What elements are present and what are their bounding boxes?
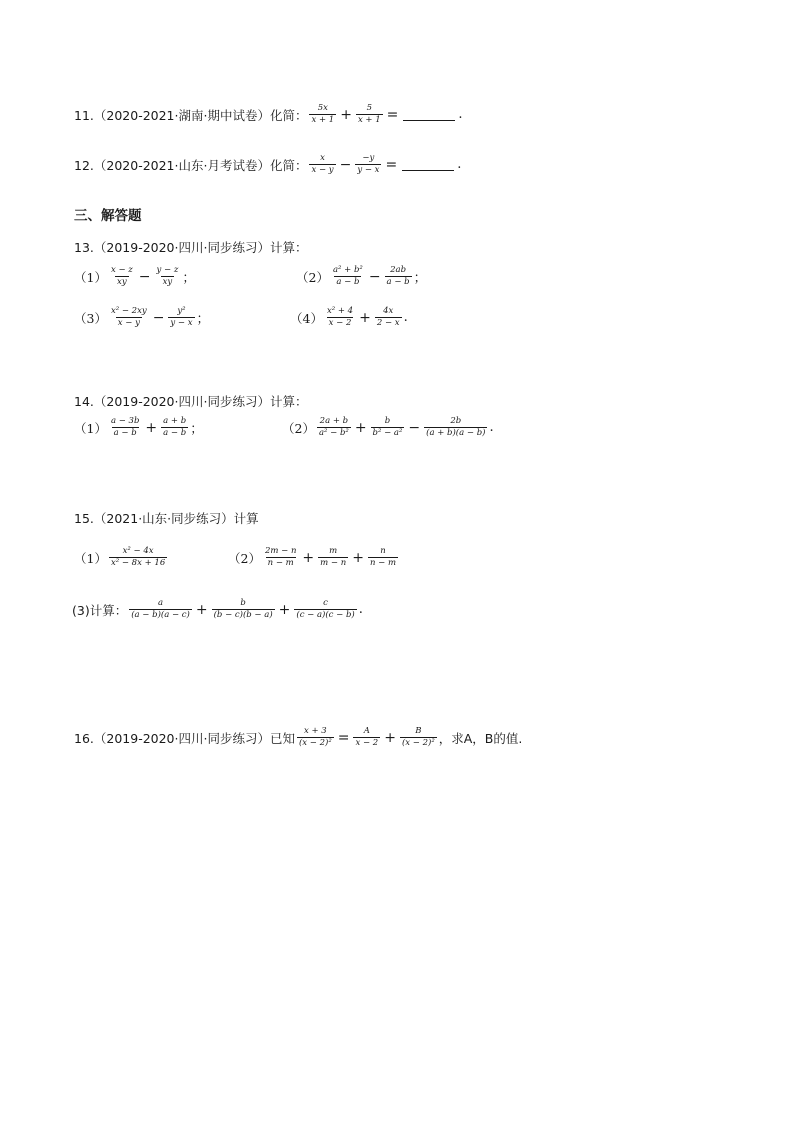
question-15-part-3: (3)计算： $\frac{a}{(a - b)(a - c)}$ + $\frac{b}{(b - c)(b - a)}$ + $\frac{c}{(c - a)(c - b)}$ . — [72, 598, 363, 621]
question-13-prefix: 13.（2019-2020·四川·同步练习）计算： — [74, 240, 308, 255]
equals-sign: = — [385, 156, 398, 173]
fraction: $\frac{x + 3}{\text{(x − 2)²}}$ — [298, 726, 332, 749]
fraction: $\frac{b}{\text{b² − a²}}$ — [372, 416, 403, 439]
question-12 — [74, 154, 461, 176]
question-16-suffix: ，求A，B的值. — [438, 730, 523, 746]
equals-sign: = — [386, 106, 399, 123]
fraction: $\frac{-y}{y - x}$ — [357, 153, 380, 176]
fraction: $\frac{\text{x² − 4x}}{\text{x² − 8x + 16}}$ — [110, 546, 166, 569]
fraction: $\frac{5}{x + 1}$ — [357, 103, 381, 126]
question-16-prefix: 16.（2019-2020·四川·同步练习）已知 — [74, 730, 295, 746]
fraction: $\frac{a + b}{a - b}$ — [163, 416, 187, 439]
question-13-part-1: （1） $\frac{x - z}{xy}$ − $\frac{y - z}{xy}$ ； — [74, 265, 196, 288]
question-14-part-2: （2） $\frac{2a + b}{\text{a² − b²}}$ + $\frac{b}{\text{b² − a²}}$ − $\frac{2b}{(a + b)(a - b)}$ . — [282, 416, 494, 439]
fraction: $\frac{\text{a² + b²}}{a - b}$ — [332, 265, 363, 288]
period: . — [458, 107, 463, 123]
fraction: $\frac{n}{n - m}$ — [369, 546, 397, 569]
question-15-part-2: （2） $\frac{2m - n}{n - m}$ + $\frac{m}{m - n}$ + $\frac{n}{n - m}$ — [228, 546, 397, 569]
question-13-part-2: （2） $\frac{\text{a² + b²}}{a - b}$ − $\frac{2ab}{a - b}$ ； — [296, 265, 427, 288]
fraction: $\frac{\text{x² − 2xy}}{x - y}$ — [110, 306, 147, 329]
fraction: $\frac{m}{m - n}$ — [320, 546, 347, 569]
question-15-part-1: （1） $\frac{\text{x² − 4x}}{\text{x² − 8x + 16}}$ — [74, 546, 166, 569]
fraction: $\frac{B}{\text{(x − 2)²}}$ — [401, 726, 435, 749]
fraction: $\frac{A}{x - 2}$ — [355, 726, 379, 749]
fraction: $\frac{4x}{2 - x}$ — [376, 306, 400, 329]
question-11-prefix: 11.（2020-2021·湖南·期中试卷）化简： — [74, 107, 308, 123]
fraction: $\frac{a - 3b}{a - b}$ — [110, 416, 140, 439]
question-16: 16.（2019-2020·四川·同步练习）已知 $\frac{x + 3}{\text{(x − 2)²}}$ = $\frac{A}{x - 2}$ + $\frac{B}{\text{(x − 2)²}}$ ，求A，B的值. — [74, 726, 523, 749]
question-14-part-1: （1） $\frac{a - 3b}{a - b}$ + $\frac{a + b}{a - b}$ ； — [74, 416, 204, 439]
question-11 — [74, 104, 463, 126]
section-heading: 三、解答题 — [74, 208, 142, 224]
fraction: $\frac{\text{y²}}{y - x}$ — [170, 306, 193, 329]
operator: + — [340, 106, 352, 123]
answer-blank[interactable] — [403, 108, 455, 121]
fraction: $\frac{c}{(c - a)(c - b)}$ — [296, 598, 355, 621]
question-12-prefix: 12.（2020-2021·山东·月考试卷）化简： — [74, 157, 308, 173]
fraction: $\frac{b}{(b - c)(b - a)}$ — [213, 598, 273, 621]
fraction: $\frac{y - z}{xy}$ — [156, 265, 179, 288]
fraction: $\frac{x}{x - y}$ — [311, 153, 334, 176]
question-13-part-3: （3） $\frac{\text{x² − 2xy}}{x - y}$ − $\frac{\text{y²}}{y - x}$ ； — [74, 306, 210, 329]
fraction: $\frac{2ab}{a - b}$ — [386, 265, 410, 288]
fraction: $\frac{5x}{x + 1}$ — [311, 103, 335, 126]
fraction: $\frac{x - z}{xy}$ — [110, 265, 133, 288]
period: . — [457, 157, 462, 173]
question-14-prefix: 14.（2019-2020·四川·同步练习）计算： — [74, 394, 308, 409]
answer-blank[interactable] — [402, 158, 454, 171]
operator: − — [339, 156, 352, 173]
fraction: $\frac{a}{(a - b)(a - c)}$ — [131, 598, 190, 621]
question-13-part-4: （4） $\frac{\text{x² + 4}}{x - 2}$ + $\frac{4x}{2 - x}$ . — [290, 306, 408, 329]
fraction: $\frac{2a + b}{\text{a² − b²}}$ — [318, 416, 349, 439]
fraction: $\frac{2m - n}{n - m}$ — [264, 546, 297, 569]
question-15-prefix: 15.（2021·山东·同步练习）计算 — [74, 511, 259, 526]
fraction: $\frac{2b}{(a + b)(a - b)}$ — [426, 416, 486, 439]
equals-sign: = — [337, 729, 350, 746]
fraction: $\frac{\text{x² + 4}}{x - 2}$ — [326, 306, 354, 329]
